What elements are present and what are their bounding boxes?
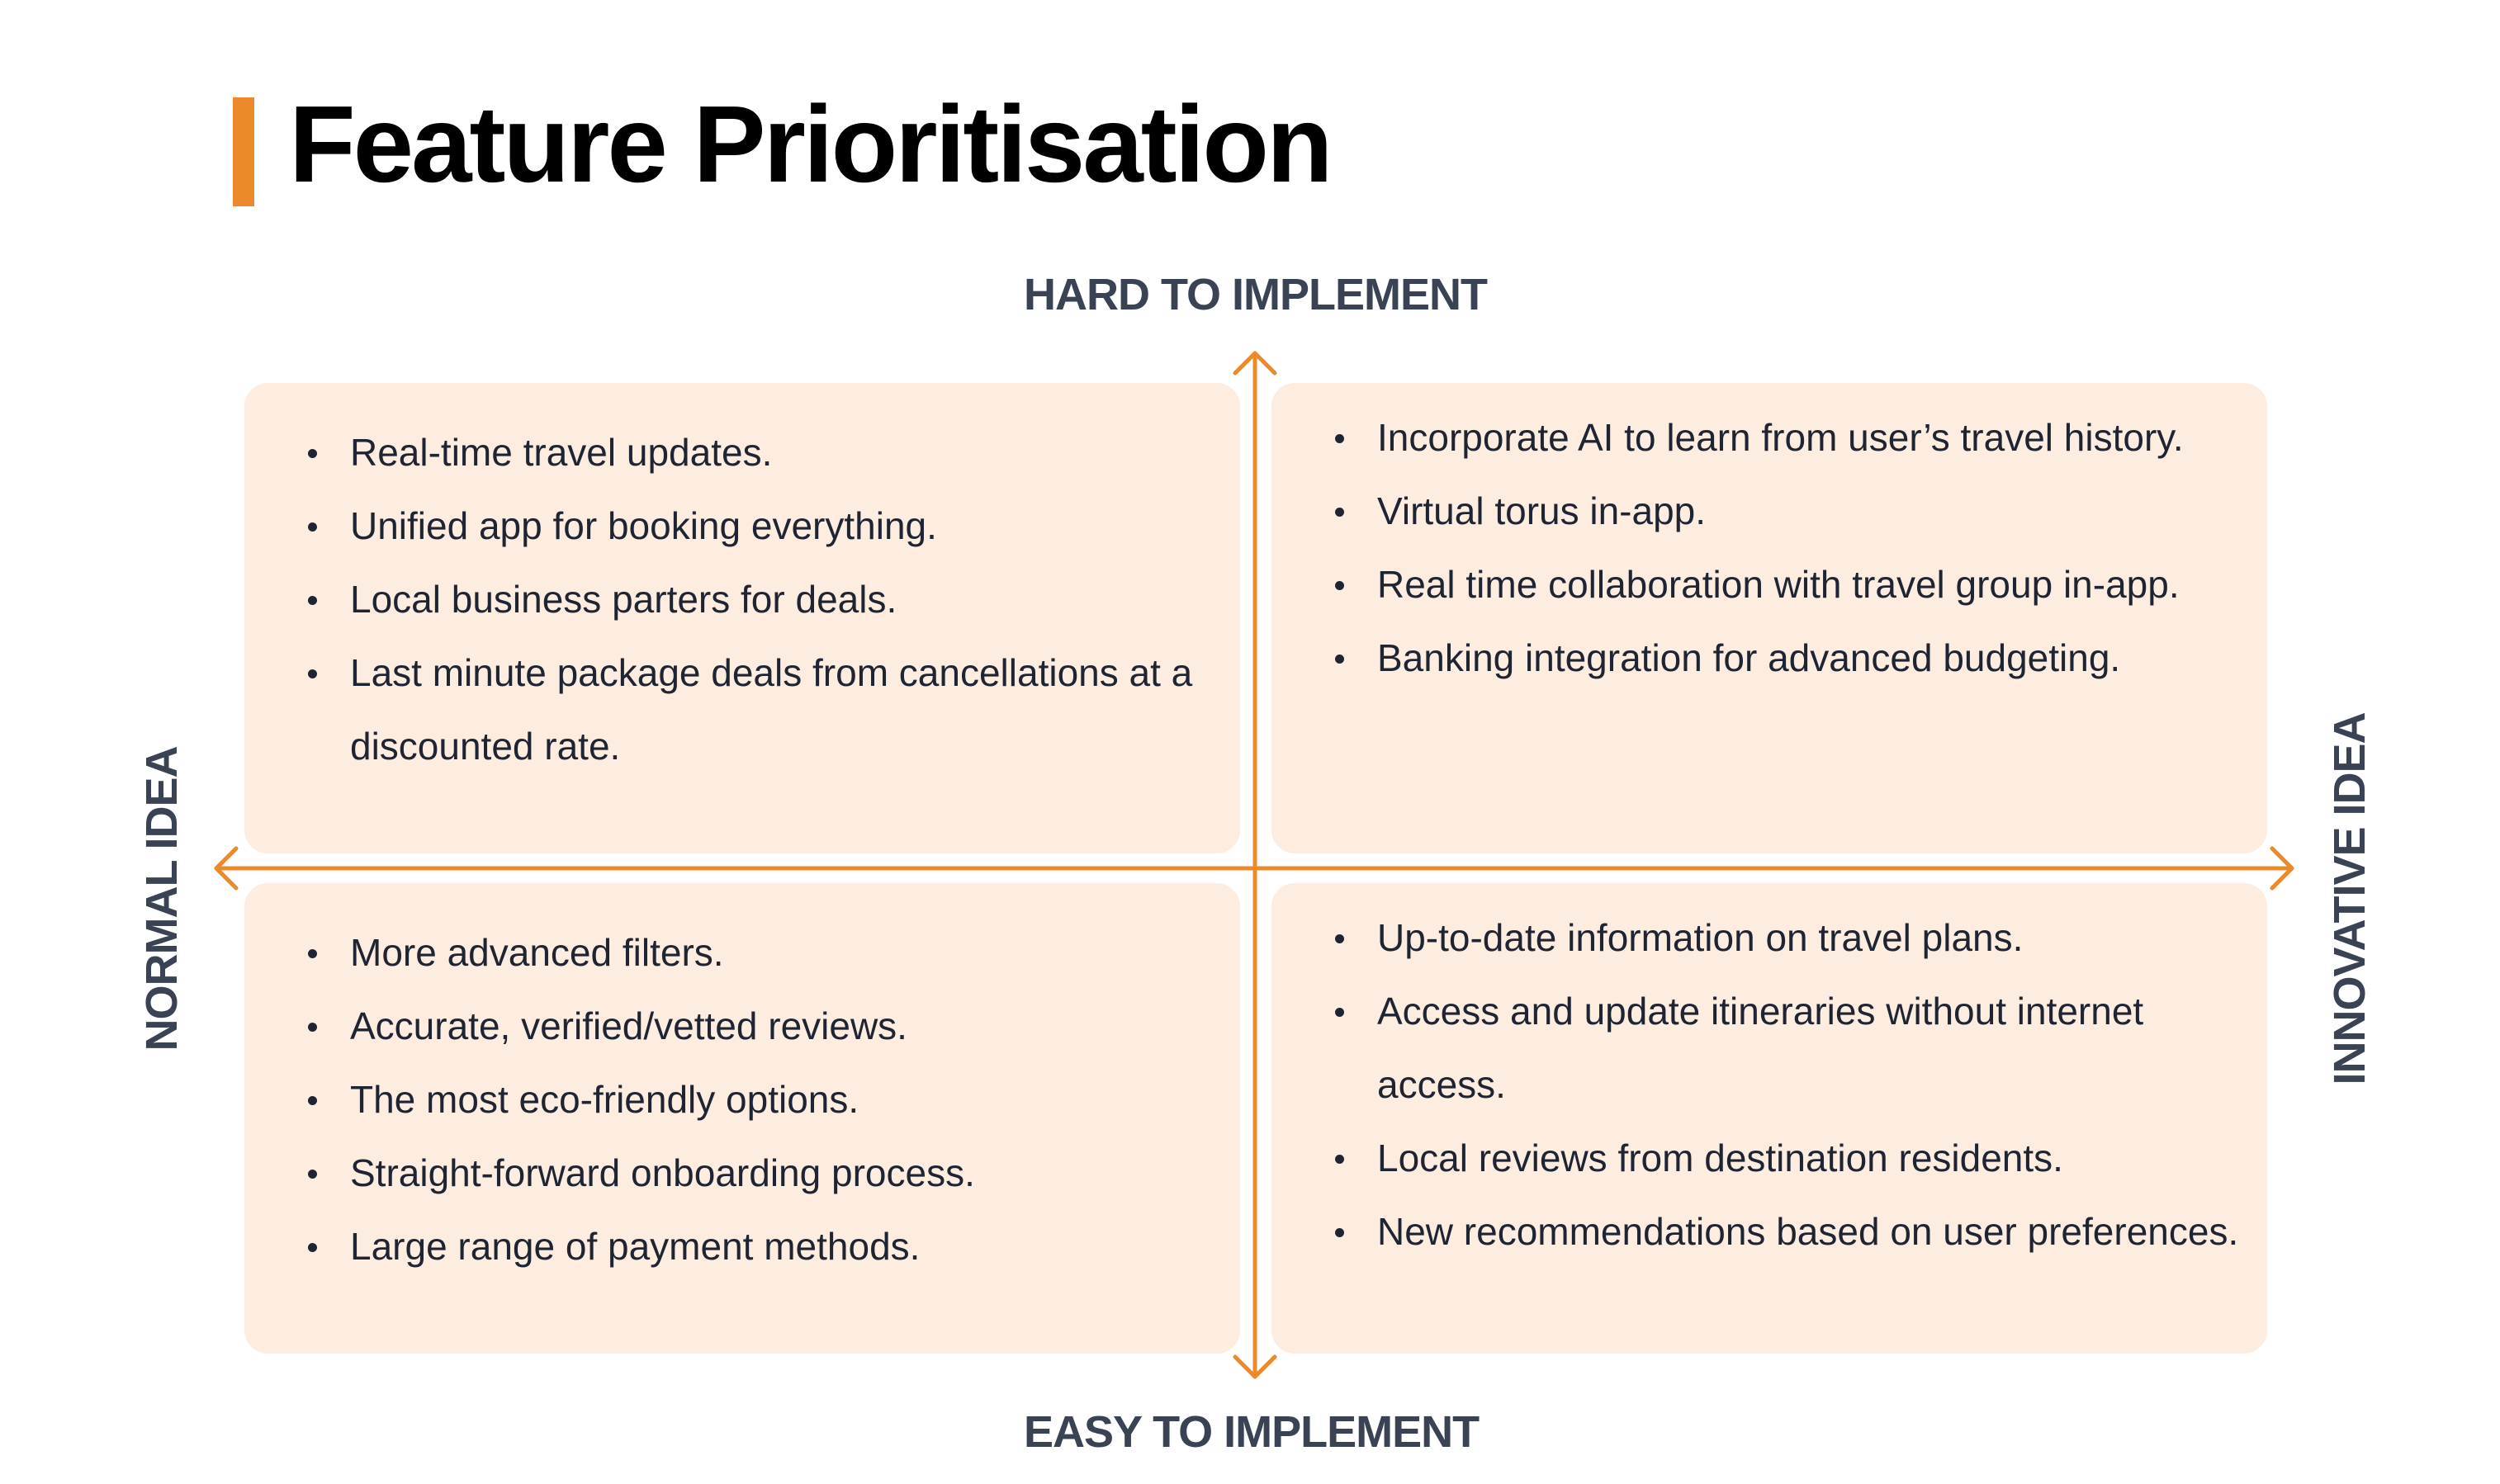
list-item: Virtual torus in-app. (1377, 475, 2242, 548)
list-item: Unified app for booking everything. (350, 489, 1207, 563)
list-item: Real-time travel updates. (350, 416, 1207, 489)
list-item: The most eco-friendly options. (350, 1063, 1207, 1137)
list-item: New recommendations based on user preferences. (1377, 1195, 2242, 1269)
list-item: More advanced filters. (350, 916, 1207, 990)
axis-label-right: INNOVATIVE IDEA (2325, 712, 2375, 1085)
list-item: Incorporate AI to learn from user’s travel history. (1377, 401, 2242, 475)
list-item: Local reviews from destination residents. (1377, 1122, 2242, 1195)
list-item: Local business parters for deals. (350, 563, 1207, 636)
list-item: Accurate, verified/vetted reviews. (350, 990, 1207, 1063)
list-item: Straight-forward onboarding process. (350, 1137, 1207, 1210)
axis-label-bottom: EASY TO IMPLEMENT (1024, 1407, 1480, 1457)
list-item: Banking integration for advanced budgeting. (1377, 621, 2242, 695)
list-item: Large range of payment methods. (350, 1210, 1207, 1283)
list-item: Access and update itineraries without internet access. (1377, 975, 2242, 1122)
list-item: Last minute package deals from cancellations at a discounted rate. (350, 636, 1207, 783)
axis-label-left: NORMAL IDEA (137, 746, 187, 1052)
axis-label-top: HARD TO IMPLEMENT (1024, 270, 1487, 319)
page-title: Feature Prioritisation (289, 83, 1331, 205)
list-item: Up-to-date information on travel plans. (1377, 901, 2242, 975)
list-item: Real time collaboration with travel group in-app. (1377, 548, 2242, 621)
